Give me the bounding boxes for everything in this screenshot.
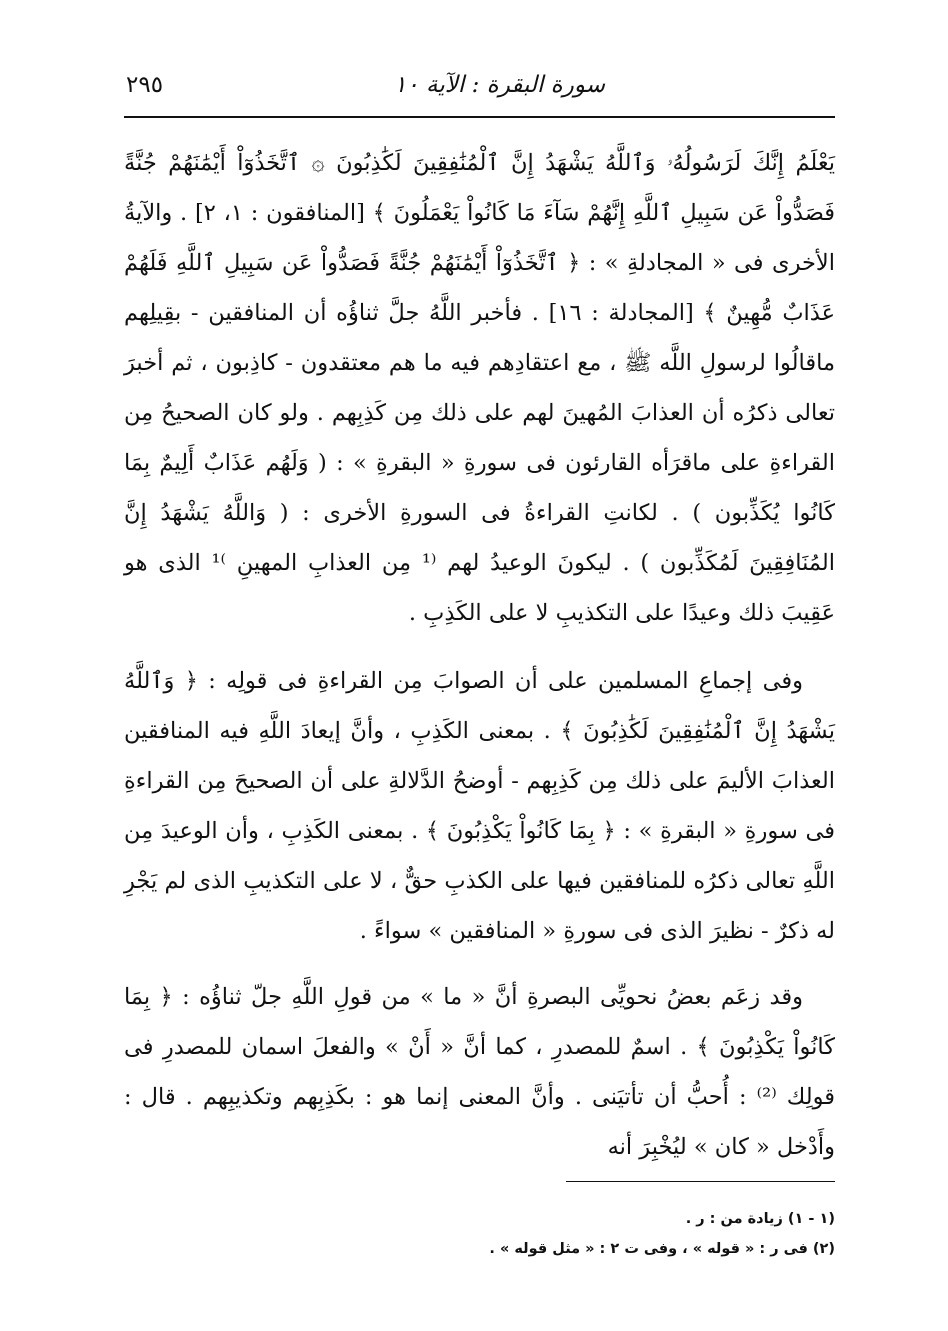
paragraph-3: وقد زعَم بعضُ نحويِّى البصرةِ أنَّ « ما » من قولِ اللَّهِ جلّ ثناؤُه : ﴿ بِمَا كَانُواْ يَكْذِبُونَ ﴾ . اسمٌ للمصدرِ ، كما أنَّ « أَنْ » والفعلَ اسمان للمصدرِ فى قولِك ⁽²⁾ : أُحبُّ أن تأتيَنى . وأنَّ المعنى إنما هو : بكَذِبِهم وتكذيبِهم . قال : وأَدْخل « كان » ليُخْبِرَ أنه: [124, 984, 835, 1160]
main-text: [124, 138, 835, 1172]
footnote-1: (١ - ١) زيادة من : ر .: [685, 1211, 835, 1227]
paragraph-1: يَعْلَمُ إِنَّكَ لَرَسُولُهُۥ وَٱللَّهُ يَشْهَدُ إِنَّ ٱلْمُنَٰفِقِينَ لَكَٰذِبُونَ ۞ ٱتَّخَذُوٓاْ أَيْمَٰنَهُمْ جُنَّةً فَصَدُّواْ عَن سَبِيلِ ٱللَّهِ إِنَّهُمْ سَآءَ مَا كَانُواْ يَعْمَلُونَ ﴾ [المنافقون : ١، ٢] . والآيةُ الأخرى فى « المجادلةِ » : ﴿ ٱتَّخَذُوٓاْ أَيْمَٰنَهُمْ جُنَّةً فَصَدُّواْ عَن سَبِيلِ ٱللَّهِ فَلَهُمْ عَذَابٌ مُّهِينٌ ﴾ [المجادلة : ١٦] . فأخبر اللَّهُ جلَّ ثناؤُه أن المنافقين - بقِيلِهم ماقالُوا لرسولِ اللَّه ﷺ ، مع اعتقادِهم فيه ما هم معتقدون - كاذِبون ، ثم أخبرَ تعالى ذكرُه أن العذابَ المُهينَ لهم على ذلك مِن كَذِبِهم . ولو كان الصحيحُ مِن القراءةِ على ماقرَأه القارئون فى سورةِ « البقرةِ » : ( وَلَهُم عَذَابٌ أَلِيمٌ بِمَا كَانُوا يُكَذِّبون ) . لكانتِ القراءةُ فى السورةِ الأخرى : ( وَاللَّهُ يَشْهَدُ إِنَّ المُنَافِقِينَ لَمُكَذِّبون ) . ليكونَ الوعيدُ لهم ⁽¹ مِن العذابِ المهينِ ⁾¹ الذى هو عَقِيبَ ذلك وعيدًا على التكذيبِ لا على الكَذِبِ .: [124, 150, 836, 626]
running-title: سورة البقرة : الآية ١٠: [394, 72, 605, 98]
footnotes: [124, 1204, 835, 1264]
paragraph-2: وفى إجماعِ المسلمين على أن الصوابَ مِن القراءةِ فى قولِه : ﴿ وَٱللَّهُ يَشْهَدُ إِنَّ ٱلْمُنَٰفِقِينَ لَكَٰذِبُونَ ﴾ . بمعنى الكَذِبِ ، وأنَّ إيعادَ اللَّهِ فيه المنافقين العذابَ الأليمَ على ذلك مِن كَذِبِهم - أوضحُ الدَّلالةِ على أن الصحيحَ مِن القراءةِ فى سورةِ « البقرةِ » : ﴿ بِمَا كَانُواْ يَكْذِبُونَ ﴾ . بمعنى الكَذِبِ ، وأن الوعيدَ مِن اللَّهِ تعالى ذكرُه للمنافقين فيها على الكذبِ حقٌّ ، لا على التكذيبِ الذى لم يَجْرِ له ذكرٌ - نظيرَ الذى فى سورةِ « المنافقين » سواءً .: [124, 668, 835, 944]
page-number: ٢٩٥: [126, 72, 164, 98]
header-rule: [124, 116, 835, 118]
footnote-2: (٢) فى ر : « قوله » ، وفى ت ٢ : « مثل قوله » .: [489, 1241, 835, 1257]
footnote-separator: [566, 1181, 835, 1182]
running-header: [124, 66, 835, 110]
